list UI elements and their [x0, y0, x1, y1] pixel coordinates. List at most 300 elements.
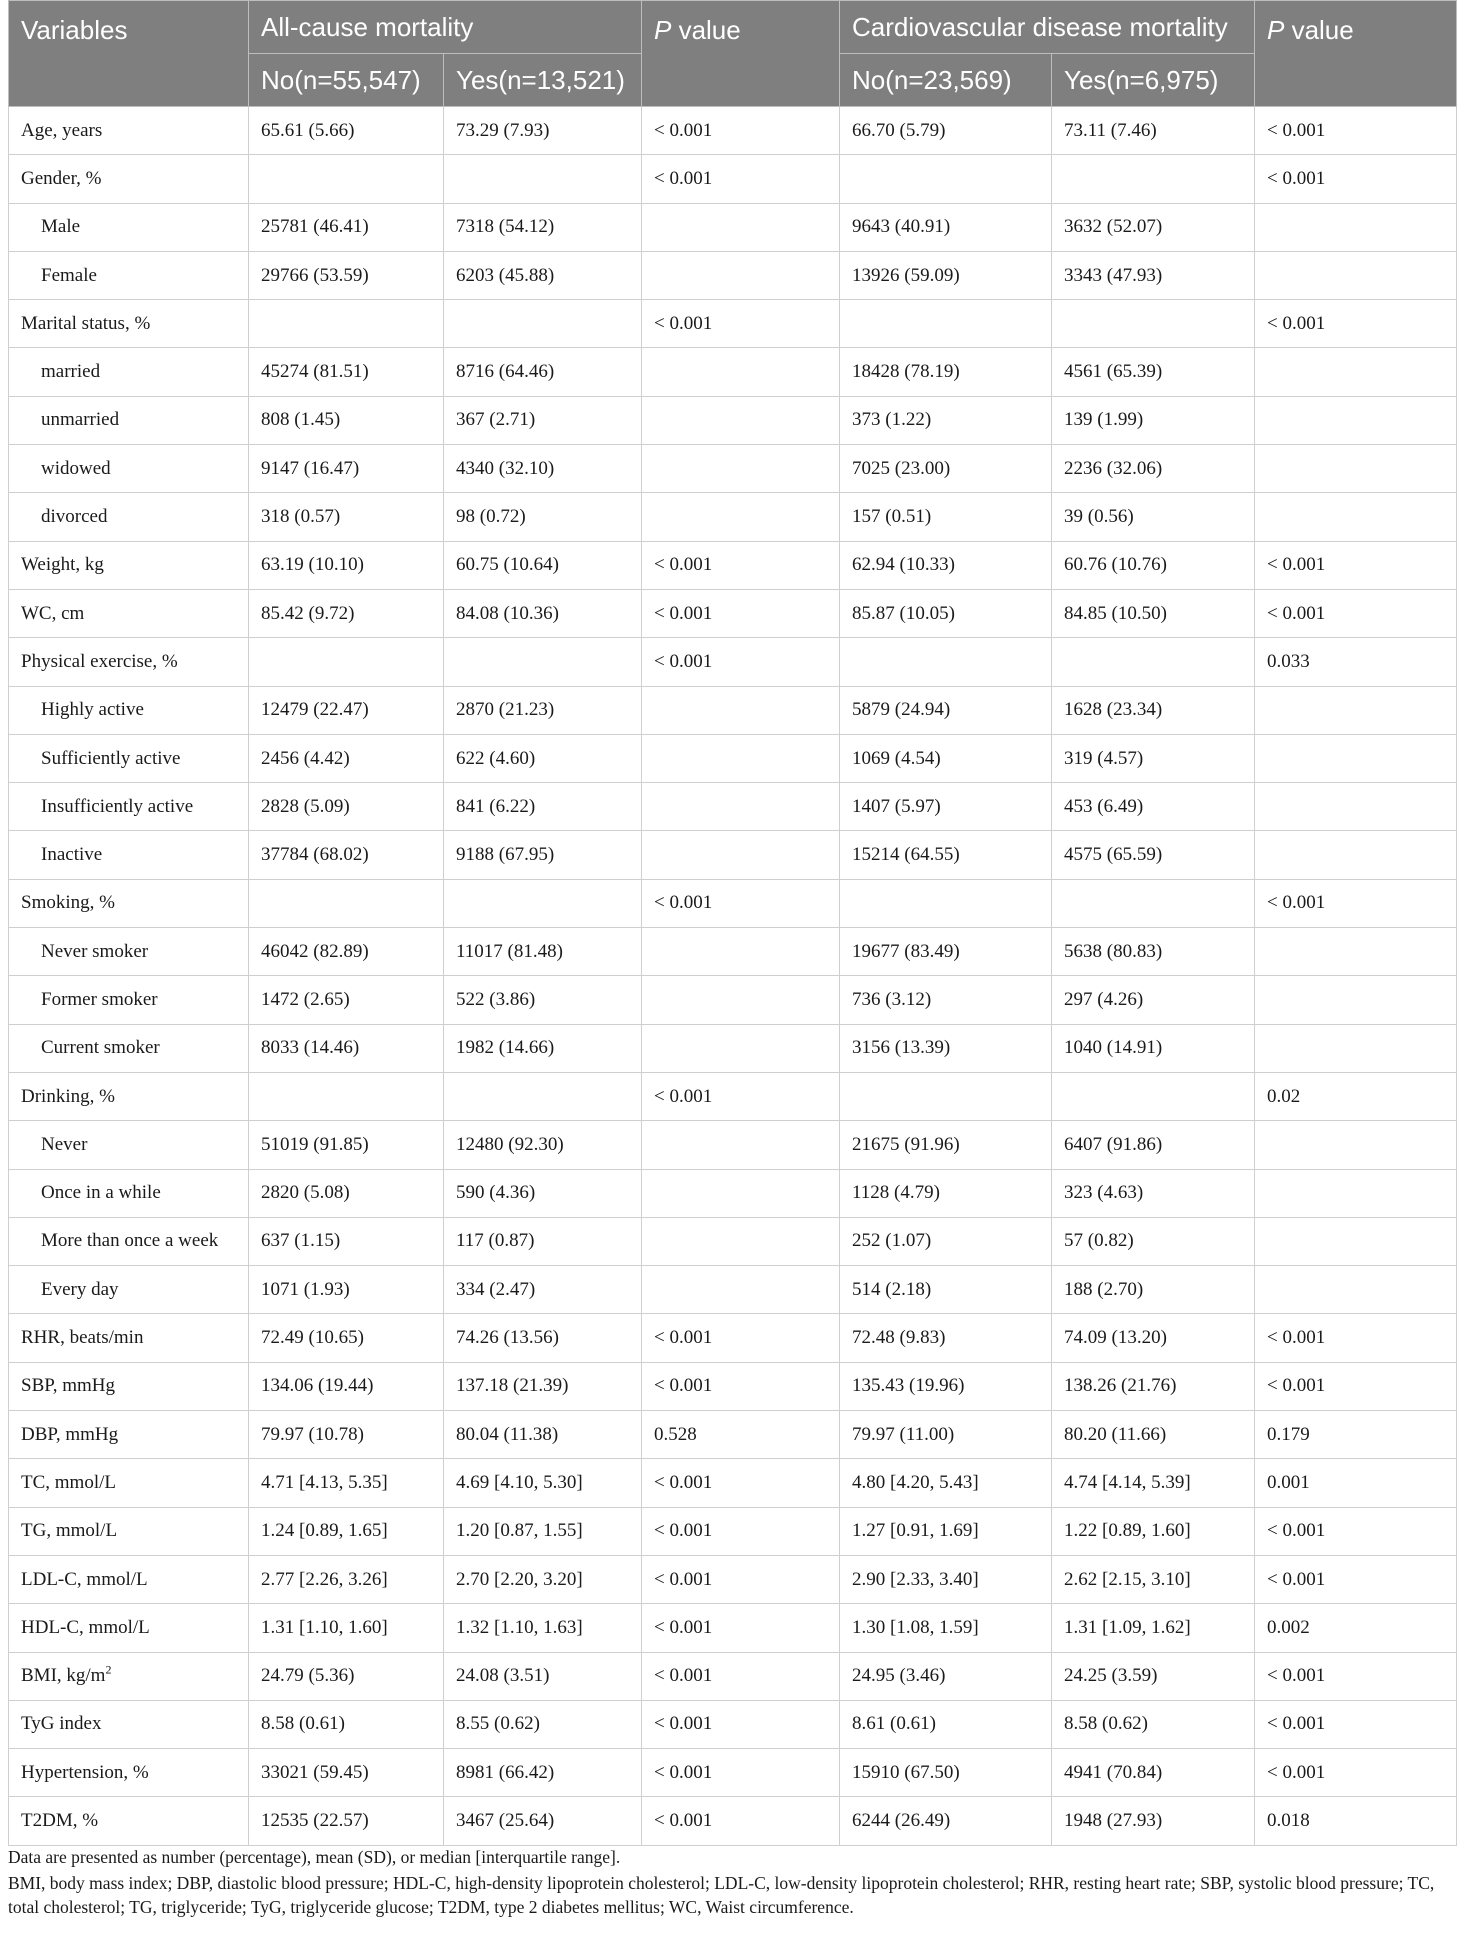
cvd-no-text: 7025 (23.00) — [852, 457, 951, 479]
all-cause-no-text: 4.71 [4.13, 5.35] — [261, 1471, 388, 1493]
cvd-yes-text: 297 (4.26) — [1064, 988, 1144, 1010]
cvd-no-cell — [840, 1169, 1052, 1217]
table-row — [9, 976, 1457, 1024]
cvd-p-cell — [1255, 1024, 1457, 1072]
all-cause-no-cell — [249, 1362, 444, 1410]
variable-text: SBP, mmHg — [21, 1375, 115, 1397]
cvd-p-cell — [1255, 1507, 1457, 1555]
all-cause-no-cell — [249, 1024, 444, 1072]
all-cause-yes-cell — [444, 1266, 642, 1314]
cvd-yes-text: 188 (2.70) — [1064, 1278, 1144, 1300]
all-cause-yes-cell — [444, 1121, 642, 1169]
table-row — [9, 734, 1457, 782]
all-cause-p-cell — [642, 1217, 840, 1265]
cvd-no-cell — [840, 1749, 1052, 1797]
variable-cell — [9, 1555, 249, 1603]
all-cause-no-cell — [249, 879, 444, 927]
variable-cell — [9, 541, 249, 589]
variable-text: TC, mmol/L — [21, 1471, 116, 1493]
table-row — [9, 445, 1457, 493]
all-cause-yes-cell — [444, 1459, 642, 1507]
all-cause-yes-text: 2870 (21.23) — [456, 699, 555, 721]
all-cause-yes-cell — [444, 1604, 642, 1652]
table-row — [9, 686, 1457, 734]
table-row — [9, 1749, 1457, 1797]
all-cause-no-cell — [249, 1072, 444, 1120]
cvd-no-text: 135.43 (19.96) — [852, 1375, 965, 1397]
cvd-p-cell — [1255, 1555, 1457, 1603]
all-cause-p-cell — [642, 1411, 840, 1459]
all-cause-p-text: 0.528 — [654, 1423, 697, 1445]
all-cause-p-text: < 0.001 — [654, 1375, 713, 1397]
all-cause-p-cell — [642, 1314, 840, 1362]
cvd-p-cell — [1255, 396, 1457, 444]
variable-text: Female — [41, 264, 97, 286]
cvd-no-cell — [840, 638, 1052, 686]
cvd-p-text: < 0.001 — [1267, 1375, 1326, 1397]
all-cause-p-cell — [642, 300, 840, 348]
variable-text: divorced — [41, 506, 108, 528]
all-cause-no-cell — [249, 445, 444, 493]
cvd-yes-text: 2.62 [2.15, 3.10] — [1064, 1568, 1191, 1590]
variable-text: Once in a while — [41, 1182, 161, 1204]
header-p-value-1 — [642, 1, 840, 107]
all-cause-yes-text: 8981 (66.42) — [456, 1761, 555, 1783]
all-cause-yes-text: 1982 (14.66) — [456, 1037, 555, 1059]
cvd-yes-cell — [1052, 1604, 1255, 1652]
cvd-p-text: 0.02 — [1267, 1085, 1301, 1107]
all-cause-no-text: 1.31 [1.10, 1.60] — [261, 1616, 388, 1638]
variable-text: WC, cm — [21, 602, 85, 624]
cvd-yes-cell — [1052, 638, 1255, 686]
cvd-no-cell — [840, 831, 1052, 879]
all-cause-p-cell — [642, 1121, 840, 1169]
cvd-no-cell — [840, 1604, 1052, 1652]
cvd-yes-cell — [1052, 541, 1255, 589]
all-cause-no-text: 45274 (81.51) — [261, 361, 369, 383]
all-cause-p-cell — [642, 1604, 840, 1652]
variable-cell — [9, 155, 249, 203]
cvd-yes-cell — [1052, 107, 1255, 155]
variable-cell — [9, 107, 249, 155]
all-cause-yes-text: 4.69 [4.10, 5.30] — [456, 1471, 583, 1493]
cvd-no-text: 19677 (83.49) — [852, 940, 960, 962]
cvd-p-text: 0.001 — [1267, 1471, 1310, 1493]
variable-text: Every day — [41, 1278, 119, 1300]
cvd-p-cell — [1255, 928, 1457, 976]
all-cause-yes-text: 367 (2.71) — [456, 409, 536, 431]
cvd-yes-cell — [1052, 1555, 1255, 1603]
cvd-p-text: 0.179 — [1267, 1423, 1310, 1445]
cvd-p-cell — [1255, 348, 1457, 396]
variable-text: TyG index — [21, 1713, 102, 1735]
all-cause-p-cell — [642, 879, 840, 927]
all-cause-no-text: 25781 (46.41) — [261, 216, 369, 238]
cvd-no-cell — [840, 493, 1052, 541]
cvd-yes-cell — [1052, 300, 1255, 348]
all-cause-yes-cell — [444, 203, 642, 251]
cvd-p-cell — [1255, 1121, 1457, 1169]
table-body — [9, 107, 1457, 1846]
variable-text: LDL-C, mmol/L — [21, 1568, 148, 1590]
table-row — [9, 1314, 1457, 1362]
all-cause-no-cell — [249, 1749, 444, 1797]
table-row — [9, 1217, 1457, 1265]
all-cause-no-cell — [249, 1266, 444, 1314]
all-cause-p-text: < 0.001 — [654, 1327, 713, 1349]
all-cause-yes-text: 73.29 (7.93) — [456, 119, 550, 141]
all-cause-no-cell — [249, 107, 444, 155]
cvd-no-cell — [840, 155, 1052, 203]
all-cause-p-text: < 0.001 — [654, 312, 713, 334]
all-cause-yes-text: 8.55 (0.62) — [456, 1713, 540, 1735]
cvd-p-cell — [1255, 107, 1457, 155]
cvd-yes-text: 323 (4.63) — [1064, 1182, 1144, 1204]
all-cause-p-text: < 0.001 — [654, 650, 713, 672]
table-row — [9, 1507, 1457, 1555]
cvd-p-cell — [1255, 251, 1457, 299]
cvd-yes-text: 6407 (91.86) — [1064, 1133, 1163, 1155]
all-cause-no-cell — [249, 300, 444, 348]
all-cause-no-text: 318 (0.57) — [261, 506, 341, 528]
cvd-yes-cell — [1052, 1024, 1255, 1072]
cvd-no-cell — [840, 928, 1052, 976]
cvd-yes-text: 80.20 (11.66) — [1064, 1423, 1167, 1445]
variable-cell — [9, 589, 249, 637]
cvd-p-cell — [1255, 734, 1457, 782]
all-cause-p-cell — [642, 831, 840, 879]
all-cause-yes-cell — [444, 734, 642, 782]
cvd-p-cell — [1255, 976, 1457, 1024]
variable-cell — [9, 1459, 249, 1507]
all-cause-yes-cell — [444, 638, 642, 686]
cvd-yes-text: 319 (4.57) — [1064, 747, 1144, 769]
variable-text: Smoking, % — [21, 892, 115, 914]
variable-text: Insufficiently active — [41, 795, 194, 817]
table-row — [9, 1604, 1457, 1652]
all-cause-yes-text: 9188 (67.95) — [456, 844, 555, 866]
all-cause-p-cell — [642, 589, 840, 637]
variable-text: Male — [41, 216, 81, 238]
all-cause-no-text: 63.19 (10.10) — [261, 554, 364, 576]
all-cause-yes-cell — [444, 445, 642, 493]
cvd-no-cell — [840, 1362, 1052, 1410]
all-cause-no-cell — [249, 831, 444, 879]
table-row — [9, 1024, 1457, 1072]
cvd-yes-text: 5638 (80.83) — [1064, 940, 1163, 962]
variable-text: Marital status, % — [21, 312, 151, 334]
header-no-all-cause: No(n=55,547) — [249, 54, 444, 107]
all-cause-no-text: 2.77 [2.26, 3.26] — [261, 1568, 388, 1590]
header-p-italic: P — [654, 15, 672, 45]
cvd-no-cell — [840, 1700, 1052, 1748]
all-cause-yes-cell — [444, 831, 642, 879]
all-cause-yes-text: 7318 (54.12) — [456, 216, 555, 238]
all-cause-yes-text: 84.08 (10.36) — [456, 602, 559, 624]
all-cause-yes-cell — [444, 1749, 642, 1797]
cvd-yes-text: 73.11 (7.46) — [1064, 119, 1157, 141]
cvd-p-cell — [1255, 831, 1457, 879]
all-cause-yes-text: 137.18 (21.39) — [456, 1375, 569, 1397]
cvd-p-text: < 0.001 — [1267, 1327, 1326, 1349]
all-cause-no-text: 37784 (68.02) — [261, 844, 369, 866]
cvd-yes-cell — [1052, 1072, 1255, 1120]
cvd-yes-text: 39 (0.56) — [1064, 506, 1134, 528]
cvd-no-cell — [840, 1121, 1052, 1169]
variable-cell — [9, 1314, 249, 1362]
table-row — [9, 1700, 1457, 1748]
variable-text: Weight, kg — [21, 554, 104, 576]
cvd-yes-cell — [1052, 1507, 1255, 1555]
cvd-p-cell — [1255, 1411, 1457, 1459]
variable-text: T2DM, % — [21, 1810, 99, 1832]
all-cause-yes-text: 334 (2.47) — [456, 1278, 536, 1300]
all-cause-yes-text: 117 (0.87) — [456, 1230, 535, 1252]
variable-cell — [9, 638, 249, 686]
cvd-no-cell — [840, 348, 1052, 396]
all-cause-p-cell — [642, 155, 840, 203]
all-cause-yes-cell — [444, 879, 642, 927]
cvd-no-cell — [840, 396, 1052, 444]
cvd-p-cell — [1255, 1266, 1457, 1314]
table-row — [9, 1411, 1457, 1459]
cvd-yes-cell — [1052, 348, 1255, 396]
all-cause-yes-text: 522 (3.86) — [456, 988, 536, 1010]
header-p-rest: value — [1284, 15, 1354, 45]
all-cause-no-text: 1472 (2.65) — [261, 988, 350, 1010]
all-cause-p-cell — [642, 734, 840, 782]
all-cause-yes-text: 24.08 (3.51) — [456, 1665, 550, 1687]
all-cause-yes-cell — [444, 589, 642, 637]
all-cause-no-text: 12479 (22.47) — [261, 699, 369, 721]
all-cause-no-cell — [249, 1652, 444, 1700]
all-cause-p-text: < 0.001 — [654, 1810, 713, 1832]
all-cause-no-cell — [249, 1121, 444, 1169]
cvd-p-text: < 0.001 — [1267, 1568, 1326, 1590]
all-cause-no-text: 24.79 (5.36) — [261, 1665, 355, 1687]
cvd-no-cell — [840, 1217, 1052, 1265]
all-cause-yes-text: 590 (4.36) — [456, 1182, 536, 1204]
cvd-p-cell — [1255, 493, 1457, 541]
all-cause-no-cell — [249, 686, 444, 734]
table-row — [9, 1362, 1457, 1410]
cvd-no-text: 62.94 (10.33) — [852, 554, 955, 576]
all-cause-no-text: 33021 (59.45) — [261, 1761, 369, 1783]
cvd-no-cell — [840, 1652, 1052, 1700]
table-row — [9, 251, 1457, 299]
all-cause-yes-text: 841 (6.22) — [456, 795, 536, 817]
cvd-p-cell — [1255, 1314, 1457, 1362]
variable-text: Highly active — [41, 699, 144, 721]
cvd-yes-text: 1.22 [0.89, 1.60] — [1064, 1520, 1191, 1542]
variable-cell — [9, 203, 249, 251]
all-cause-yes-cell — [444, 1507, 642, 1555]
table-row — [9, 155, 1457, 203]
cvd-yes-cell — [1052, 1749, 1255, 1797]
all-cause-no-text: 46042 (82.89) — [261, 940, 369, 962]
all-cause-p-text: < 0.001 — [654, 1713, 713, 1735]
cvd-p-cell — [1255, 589, 1457, 637]
cvd-yes-text: 3632 (52.07) — [1064, 216, 1163, 238]
table-row — [9, 1266, 1457, 1314]
all-cause-p-cell — [642, 638, 840, 686]
variable-text: DBP, mmHg — [21, 1423, 119, 1445]
all-cause-yes-text: 622 (4.60) — [456, 747, 536, 769]
cvd-yes-text: 138.26 (21.76) — [1064, 1375, 1177, 1397]
variable-text: Current smoker — [41, 1037, 160, 1059]
cvd-yes-text: 3343 (47.93) — [1064, 264, 1163, 286]
cvd-yes-cell — [1052, 445, 1255, 493]
all-cause-no-cell — [249, 1411, 444, 1459]
variable-cell — [9, 1362, 249, 1410]
baseline-characteristics-table — [8, 0, 1457, 1846]
cvd-no-cell — [840, 445, 1052, 493]
all-cause-p-cell — [642, 541, 840, 589]
cvd-p-cell — [1255, 300, 1457, 348]
cvd-yes-text: 24.25 (3.59) — [1064, 1665, 1158, 1687]
header-yes-all-cause: Yes(n=13,521) — [444, 54, 642, 107]
all-cause-no-text: 72.49 (10.65) — [261, 1327, 364, 1349]
cvd-yes-cell — [1052, 589, 1255, 637]
all-cause-no-text: 9147 (16.47) — [261, 457, 360, 479]
cvd-no-cell — [840, 1459, 1052, 1507]
all-cause-p-cell — [642, 493, 840, 541]
cvd-yes-text: 139 (1.99) — [1064, 409, 1144, 431]
cvd-yes-cell — [1052, 1314, 1255, 1362]
header-no-cvd: No(n=23,569) — [840, 54, 1052, 107]
all-cause-no-cell — [249, 155, 444, 203]
all-cause-p-text: < 0.001 — [654, 167, 713, 189]
all-cause-no-cell — [249, 638, 444, 686]
cvd-no-cell — [840, 107, 1052, 155]
variable-cell — [9, 493, 249, 541]
cvd-no-text: 3156 (13.39) — [852, 1037, 951, 1059]
variable-text: unmarried — [41, 409, 120, 431]
all-cause-p-text: < 0.001 — [654, 602, 713, 624]
superscript: 2 — [105, 1662, 112, 1677]
cvd-no-text: 1128 (4.79) — [852, 1182, 940, 1204]
cvd-no-text: 736 (3.12) — [852, 988, 932, 1010]
table-row — [9, 541, 1457, 589]
cvd-no-text: 9643 (40.91) — [852, 216, 951, 238]
all-cause-p-cell — [642, 396, 840, 444]
cvd-p-text: 0.002 — [1267, 1616, 1310, 1638]
cvd-no-text: 5879 (24.94) — [852, 699, 951, 721]
table-row — [9, 638, 1457, 686]
all-cause-no-text: 1071 (1.93) — [261, 1278, 350, 1300]
variable-cell — [9, 348, 249, 396]
all-cause-p-cell — [642, 1700, 840, 1748]
all-cause-yes-cell — [444, 686, 642, 734]
all-cause-no-text: 85.42 (9.72) — [261, 602, 355, 624]
cvd-yes-text: 84.85 (10.50) — [1064, 602, 1167, 624]
cvd-p-text: < 0.001 — [1267, 1520, 1326, 1542]
cvd-yes-text: 4.74 [4.14, 5.39] — [1064, 1471, 1191, 1493]
all-cause-p-text: < 0.001 — [654, 1616, 713, 1638]
all-cause-no-text: 12535 (22.57) — [261, 1810, 369, 1832]
cvd-no-text: 514 (2.18) — [852, 1278, 932, 1300]
cvd-yes-cell — [1052, 1362, 1255, 1410]
all-cause-no-cell — [249, 1700, 444, 1748]
cvd-p-cell — [1255, 1797, 1457, 1845]
cvd-yes-cell — [1052, 1411, 1255, 1459]
all-cause-yes-text: 12480 (92.30) — [456, 1133, 564, 1155]
variable-cell — [9, 879, 249, 927]
variable-cell — [9, 1024, 249, 1072]
all-cause-no-cell — [249, 1217, 444, 1265]
all-cause-no-text: 2456 (4.42) — [261, 747, 350, 769]
variable-text: Former smoker — [41, 988, 158, 1010]
all-cause-p-text: < 0.001 — [654, 1568, 713, 1590]
table-row — [9, 396, 1457, 444]
variable-cell — [9, 1604, 249, 1652]
all-cause-yes-cell — [444, 155, 642, 203]
all-cause-p-cell — [642, 686, 840, 734]
cvd-yes-text: 1948 (27.93) — [1064, 1810, 1163, 1832]
all-cause-no-text: 29766 (53.59) — [261, 264, 369, 286]
table-row — [9, 783, 1457, 831]
cvd-yes-cell — [1052, 1652, 1255, 1700]
variable-cell — [9, 251, 249, 299]
cvd-yes-text: 60.76 (10.76) — [1064, 554, 1167, 576]
all-cause-no-text: 8033 (14.46) — [261, 1037, 360, 1059]
variable-cell — [9, 396, 249, 444]
variable-text: More than once a week — [41, 1230, 219, 1252]
cvd-no-text: 1.27 [0.91, 1.69] — [852, 1520, 979, 1542]
table-row — [9, 1169, 1457, 1217]
cvd-no-cell — [840, 783, 1052, 831]
cvd-no-cell — [840, 251, 1052, 299]
cvd-p-cell — [1255, 1700, 1457, 1748]
variable-cell — [9, 1797, 249, 1845]
all-cause-p-text: < 0.001 — [654, 554, 713, 576]
variable-text: widowed — [41, 457, 111, 479]
all-cause-no-cell — [249, 396, 444, 444]
all-cause-yes-cell — [444, 300, 642, 348]
all-cause-yes-text: 1.20 [0.87, 1.55] — [456, 1520, 583, 1542]
all-cause-p-cell — [642, 1652, 840, 1700]
header-all-cause-label: All-cause mortality — [261, 11, 474, 42]
all-cause-no-text: 2820 (5.08) — [261, 1182, 350, 1204]
all-cause-no-text: 134.06 (19.44) — [261, 1375, 374, 1397]
all-cause-yes-text: 98 (0.72) — [456, 506, 526, 528]
variable-cell — [9, 783, 249, 831]
cvd-yes-cell — [1052, 251, 1255, 299]
cvd-p-text: < 0.001 — [1267, 312, 1326, 334]
cvd-no-text: 373 (1.22) — [852, 409, 932, 431]
variable-text: Sufficiently active — [41, 747, 181, 769]
all-cause-yes-cell — [444, 493, 642, 541]
header-row-1 — [9, 1, 1457, 54]
variable-cell — [9, 300, 249, 348]
variable-cell — [9, 686, 249, 734]
table-row — [9, 831, 1457, 879]
all-cause-yes-cell — [444, 348, 642, 396]
all-cause-yes-cell — [444, 251, 642, 299]
all-cause-yes-text: 6203 (45.88) — [456, 264, 555, 286]
variable-cell — [9, 1072, 249, 1120]
cvd-p-text: < 0.001 — [1267, 1761, 1326, 1783]
all-cause-p-text: < 0.001 — [654, 1471, 713, 1493]
all-cause-no-cell — [249, 541, 444, 589]
all-cause-yes-cell — [444, 1072, 642, 1120]
cvd-p-cell — [1255, 1169, 1457, 1217]
variable-text: Inactive — [41, 844, 103, 866]
all-cause-no-text: 808 (1.45) — [261, 409, 341, 431]
all-cause-no-cell — [249, 493, 444, 541]
all-cause-no-cell — [249, 1169, 444, 1217]
all-cause-yes-cell — [444, 107, 642, 155]
